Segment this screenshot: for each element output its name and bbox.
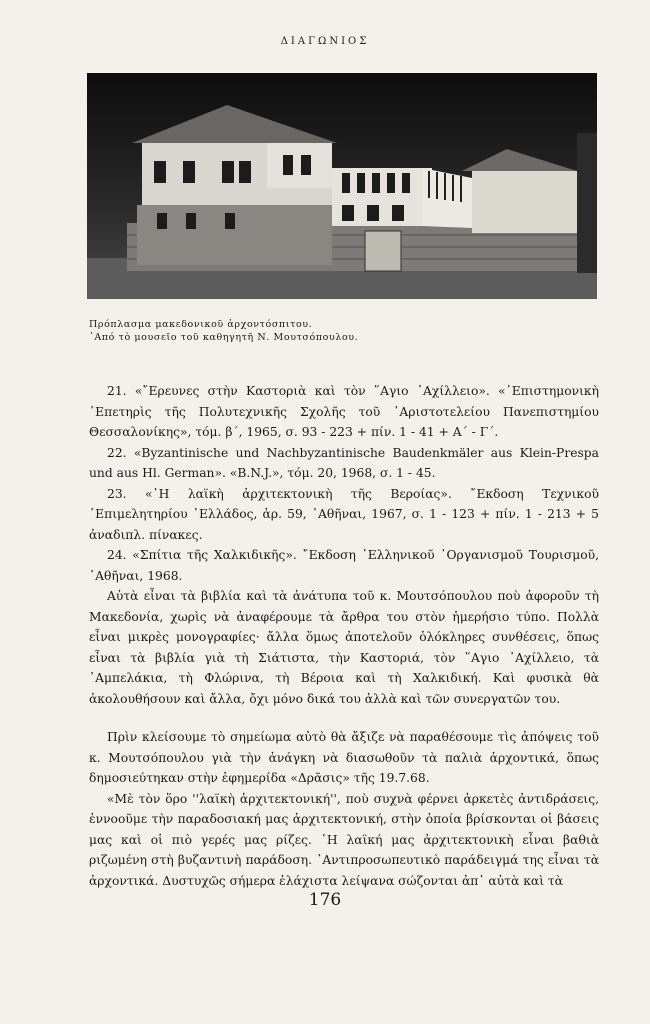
mansion-model-photo [87,73,597,299]
figure-caption [89,318,589,344]
paragraph-spacer [89,709,599,727]
footnote-22: 22. «Byzantinische und Nachbyzantinische Baudenkmäler aus Klein-Prespa und aus Hl. German». «B.N.J.», τόμ. 20, 1968, σ. 1 - 45. [89,445,599,480]
caption-line-1: Πρόπλασμα μακεδονικοῦ ἀρχοντόσπιτου. [89,319,313,330]
footnote-21: 21. «῎Ερευνες στὴν Καστοριὰ καὶ τὸν ῞Αγιο ᾿Αχίλλειο». «᾿Επιστημονικὴ ᾿Επετηρὶς τῆς Πολυτεχνικῆς Σχολῆς τοῦ ᾿Αριστοτελείου Πανεπιστημίου Θεσσαλονίκης», τόμ. β΄, 1965, σ. 93 - 223 + πίν. 1 - 41 + Α΄ - Γ΄. [89,384,599,439]
body-text [89,381,599,891]
paragraph-closing: Πρὶν κλείσουμε τὸ σημείωμα αὐτὸ θὰ ἄξιζε νὰ παραθέσουμε τὶς ἀπόψεις τοῦ κ. Μουτσόπουλου γιὰ τὴν ἀνάγκη νὰ διασωθοῦν τὰ παλιὰ ἀρχοντικά, ὅπως δημοσιεύτηκαν στὴν ἐφημερίδα «Δρᾶσις» τῆς 19.7.68. [89,730,599,785]
running-header: ΔΙΑΓΩΝΙΟΣ [280,36,370,47]
paragraph-books: Αὐτὰ εἶναι τὰ βιβλία καὶ τὰ ἀνάτυπα τοῦ κ. Μουτσόπουλου ποὺ ἀφοροῦν τὴ Μακεδονία, χωρὶς νὰ ἀναφέρουμε τὰ ἄρθρα του στὸν ἡμερήσιο τύπο. Πολλὰ εἶναι μικρὲς μονογραφίες· ἄλλα ὅμως ἀποτελοῦν ὁλόκληρες συνθέσεις, ὅπως εἶναι τὰ βιβλία γιὰ τὴ Σιάτιστα, τὴν Καστοριά, τὸν ῞Αγιο ᾿Αχίλλειο, τὰ ᾿Αμπελάκια, τὴ Φλώρινα, τὴ Βέροια καὶ τὴ Χαλκιδική. Καὶ φυσικὰ θὰ ἀκολουθήσουν καὶ ἄλλα, ὄχι μόνο δικά του ἀλλὰ καὶ τῶν συνεργατῶν του. [89,589,599,706]
paragraph-quote: «Μὲ τὸν ὅρο ''λαϊκὴ ἀρχιτεκτονική'', ποὺ συχνὰ φέρνει ἀρκετὲς ἀντιδράσεις, ἐννοοῦμε τὴν παραδοσιακή μας ἀρχιτεκτονική, στὴν ὁποία βρίσκονται οἱ βάσεις μας καὶ οἱ πιὸ γερές μας ρίζες. ῾Η λαϊκή μας ἀρχιτεκτονικὴ εἶναι βαθιὰ ριζωμένη στὴ βυζαντινὴ παράδοση. ᾿Αντιπροσωπευτικὸ παράδειγμά της εἶναι τὰ ἀρχοντικά. Δυστυχῶς σήμερα ἐλάχιστα λείψανα σώζονται ἀπ᾿ αὐτὰ καὶ τὰ [89,791,599,888]
caption-line-2: ᾿Από τὸ μουσεῖο τοῦ καθηγητῆ Ν. Μουτσόπουλου. [89,332,359,343]
footnote-24: 24. «Σπίτια τῆς Χαλκιδικῆς». ῎Εκδοση ῾Ελληνικοῦ ᾿Οργανισμοῦ Τουρισμοῦ, ᾿Αθῆναι, 1968. [89,548,599,583]
page-number: 176 [308,890,342,910]
footnote-23: 23. «῾Η λαϊκὴ ἀρχιτεκτονικὴ τῆς Βεροίας». ῎Εκδοση Τεχνικοῦ ᾿Επιμελητηρίου ῾Ελλάδος, ἀρ. 59, ᾿Αθῆναι, 1967, σ. 1 - 123 + πίν. 1 - 213 + 5 ἀναδιπλ. πίνακες. [89,486,599,542]
